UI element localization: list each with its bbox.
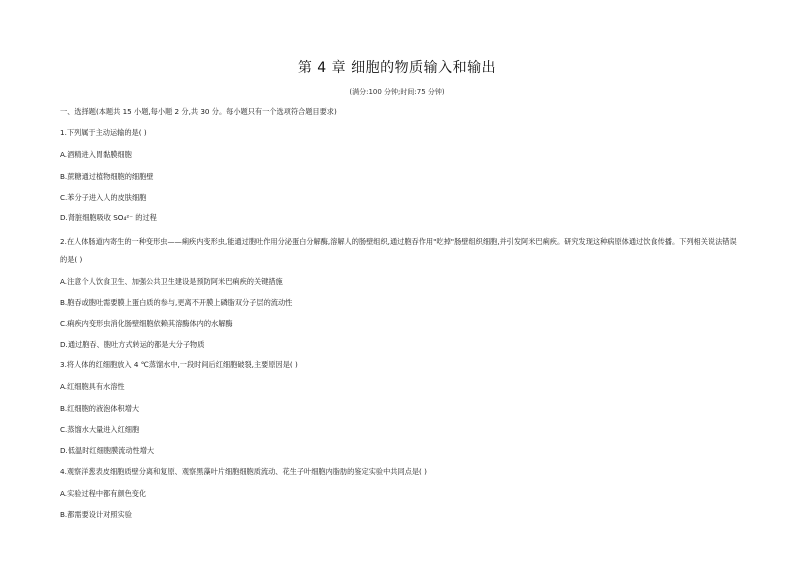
question-1-option-b: B.蔗糖通过植物细胞的细胞壁: [60, 172, 154, 181]
question-2-stem: 2.在人体肠道内寄生的一种变形虫——痢疾内变形虫,能通过胞吐作用分泌蛋白分解酶,溶解人的肠壁组织,通过胞吞作用"吃掉"肠壁组织细胞,并引发阿米巴痢疾。研究发现这种病原体通过饮食传播。下列相关说法错误的是( ): [60, 237, 737, 264]
question-4-stem: 4.观察洋葱表皮细胞质壁分离和复原、观察黑藻叶片细胞细胞质流动、花生子叶细胞内脂肪的鉴定实验中共同点是( ): [60, 467, 427, 476]
question-3-stem: 3.将人体的红细胞放入 4 ℃蒸馏水中,一段时间后红细胞破裂,主要原因是( ): [60, 360, 298, 369]
question-3-option-d: D.低温时红细胞膜流动性增大: [60, 446, 155, 455]
question-4-option-a: A.实验过程中都有颜色变化: [60, 489, 147, 498]
question-1-option-a: A.酒精进入胃黏膜细胞: [60, 150, 132, 159]
question-4-option-b: B.都需要设计对照实验: [60, 510, 132, 519]
question-3-option-c: C.蒸馏水大量进入红细胞: [60, 425, 140, 434]
question-2-option-d: D.通过胞吞、胞吐方式转运的都是大分子物质: [60, 340, 205, 349]
question-1-option-d: D.肾脏细胞吸收 SO₄²⁻ 的过程: [60, 213, 157, 222]
score-time-note: (满分:100 分钟;时间:75 分钟): [349, 88, 445, 96]
question-1-option-c: C.苯分子进入人的皮肤细胞: [60, 193, 147, 202]
question-2-option-a: A.注意个人饮食卫生、加强公共卫生建设是预防阿米巴痢疾的关键措施: [60, 277, 283, 286]
question-2-option-b: B.胞吞或胞吐需要膜上蛋白质的参与,更离不开膜上磷脂双分子层的流动性: [60, 298, 293, 307]
question-2-option-c: C.痢疾内变形虫消化肠壁细胞依赖其溶酶体内的水解酶: [60, 319, 233, 328]
question-1-stem: 1.下列属于主动运输的是( ): [60, 128, 147, 137]
chapter-title: 第 4 章 细胞的物质输入和输出: [297, 60, 497, 76]
section-header: 一、选择题(本题共 15 小题,每小题 2 分,共 30 分。每小题只有一个选项符合题目要求): [60, 107, 337, 116]
question-3-option-b: B.红细胞的液泡体积增大: [60, 404, 140, 413]
question-3-option-a: A.红细胞具有水溶性: [60, 382, 125, 391]
